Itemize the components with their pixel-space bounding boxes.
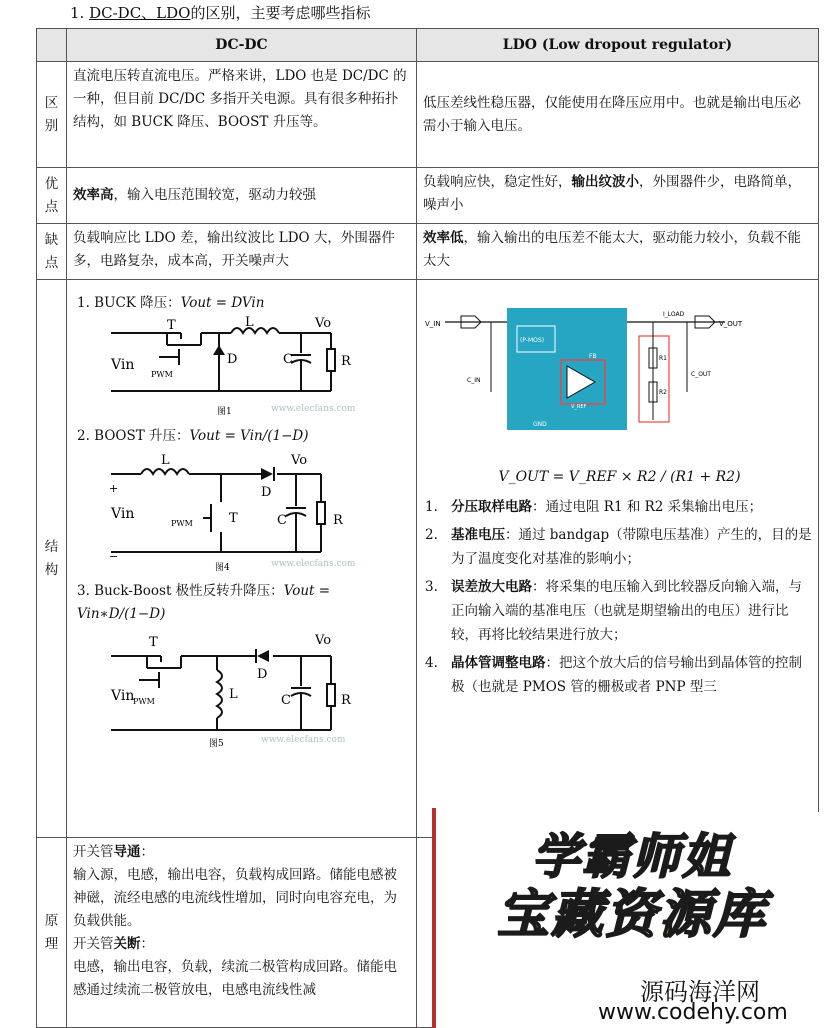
ldo-block-diagram [425, 302, 745, 452]
svg-text:+: + [109, 482, 119, 495]
cell-dcdc: 负载响应比 LDO 差，输出纹波比 LDO 大，外围器件多，电路复杂，成本高，开关噪声大 [67, 224, 417, 280]
svg-text:R2: R2 [659, 389, 667, 396]
ldo-formula: V_OUT = V_REF × R2 / (R1 + R2) [498, 469, 741, 485]
svg-text:D: D [227, 352, 238, 367]
buckboost-title: 3. Buck-Boost 极性反转升降压：Vout = Vin∗D/(1−D) [77, 583, 331, 622]
row-label: 结 构 [37, 280, 67, 838]
buck-circuit-diagram [111, 315, 361, 417]
ldo-block-list [425, 495, 814, 699]
section-heading [70, 2, 370, 23]
svg-text:L: L [161, 453, 170, 468]
svg-text:(P-MOS): (P-MOS) [520, 337, 545, 344]
svg-text:R: R [341, 693, 351, 708]
svg-text:www.elecfans.com: www.elecfans.com [271, 404, 356, 414]
svg-text:Vo: Vo [315, 633, 332, 648]
svg-text:www.elecfans.com: www.elecfans.com [261, 735, 346, 745]
svg-text:Vo: Vo [291, 453, 308, 468]
svg-text:V_IN: V_IN [425, 320, 441, 328]
table-header-row [37, 29, 819, 62]
svg-text:图5: 图5 [209, 739, 224, 749]
table-row-structure [37, 280, 819, 838]
site-url: www.codehy.com [598, 1000, 788, 1025]
svg-text:D: D [257, 667, 268, 682]
svg-text:V_OUT: V_OUT [719, 320, 743, 328]
list-item: 3. 误差放大电路：将采集的电压输入到比较器反向输入端，与正向输入端的基准电压（也就是期望输出的电压）进行比较，再将比较结果进行放大； [425, 579, 802, 643]
svg-text:−: − [109, 550, 119, 563]
list-item: 4. 晶体管调整电路：把这个放大后的信号输出到晶体管的控制极（也就是 PMOS 管的栅极或者 PNP 型三 [425, 655, 802, 695]
svg-text:www.elecfans.com: www.elecfans.com [271, 559, 356, 569]
buck-title: 1. BUCK 降压：Vout = DVin [77, 295, 265, 311]
header-dcdc: DC-DC [67, 29, 417, 62]
cell-dcdc: 直流电压转直流电压。严格来讲，LDO 也是 DC/DC 的一种，但目前 DC/DC 多指开关电源。具有很多种拓扑结构，如 BUCK 降压、BOOST 升压等。 [67, 62, 417, 168]
svg-text:I_LOAD: I_LOAD [663, 311, 685, 318]
table-row [37, 224, 819, 280]
list-item: 2. 基准电压：通过 bandgap（带隙电压基准）产生的，目的是为了温度变化对基准的影响小； [425, 527, 812, 567]
cell-dcdc-structure [67, 280, 417, 838]
cell-ldo-structure [417, 280, 819, 838]
table-row [37, 168, 819, 224]
svg-text:FB: FB [589, 353, 597, 360]
heading-underlined: DC-DC、LDO [89, 4, 191, 22]
boost-circuit-diagram [111, 452, 361, 572]
svg-text:T: T [149, 635, 158, 650]
promo-line-2: 宝藏资源库 [496, 885, 767, 945]
svg-text:PWM: PWM [151, 370, 173, 379]
svg-text:R1: R1 [659, 355, 667, 362]
svg-text:V_REF: V_REF [571, 404, 587, 410]
switch-off-text: 电感，输出电容，负载，续流二极管构成回路。储能电感通过续流二极管放电，电感电流线性减 [73, 959, 397, 998]
svg-text:Vo: Vo [315, 316, 332, 331]
cell-dcdc: 效率高，输入电压范围较宽，驱动力较强 [67, 168, 417, 224]
row-label: 原 理 [37, 838, 67, 1028]
header-ldo: LDO (Low dropout regulator) [417, 29, 819, 62]
heading-rest: 的区别，主要考虑哪些指标 [190, 4, 371, 22]
buckboost-circuit-diagram [111, 630, 361, 748]
cell-dcdc-principle [67, 838, 417, 1028]
svg-text:Vin: Vin [111, 688, 135, 704]
svg-text:R: R [333, 513, 343, 528]
svg-text:R: R [341, 354, 351, 369]
svg-text:L: L [245, 315, 254, 330]
cell-ldo: 效率低，输入输出的电压差不能太大，驱动能力较小，负载不能太大 [417, 224, 819, 280]
header-blank [37, 29, 67, 62]
switch-on-text: 输入源，电感，输出电容，负载构成回路。储能电感被神磁，流经电感的电流线性增加，同时向电容充电，为负载供能。 [73, 867, 397, 929]
list-item: 1. 分压取样电路：通过电阻 R1 和 R2 采集输出电压； [425, 499, 763, 515]
row-label: 缺 点 [37, 224, 67, 280]
svg-text:D: D [261, 485, 272, 500]
boost-title: 2. BOOST 升压：Vout = Vin/(1−D) [77, 428, 309, 444]
svg-text:C: C [283, 352, 293, 367]
svg-text:Vin: Vin [111, 357, 135, 373]
cell-ldo: 负载响应快，稳定性好，输出纹波小，外围器件少，电路简单，噪声小 [417, 168, 819, 224]
promo-line-1: 学霸师姐 [531, 829, 732, 885]
site-name: 源码海洋网 [640, 978, 760, 1006]
svg-text:C_IN: C_IN [467, 377, 481, 384]
svg-text:L: L [229, 687, 238, 702]
svg-text:T: T [229, 511, 238, 526]
label-t: T [167, 318, 176, 333]
svg-text:GND: GND [533, 421, 547, 428]
switch-off-title: 开关管关断： [73, 936, 154, 952]
row-label: 区 别 [37, 62, 67, 168]
svg-text:PWM: PWM [133, 697, 155, 706]
svg-text:C: C [277, 513, 287, 528]
heading-number: 1. [70, 4, 85, 22]
switch-on-title: 开关管导通： [73, 844, 154, 860]
svg-text:PWM: PWM [171, 519, 193, 528]
svg-text:图4: 图4 [215, 563, 230, 573]
svg-text:C: C [281, 693, 291, 708]
cell-ldo: 低压差线性稳压器，仅能使用在降压应用中。也就是输出电压必需小于输入电压。 [417, 62, 819, 168]
svg-text:Vin: Vin [111, 506, 135, 522]
svg-text:C_OUT: C_OUT [691, 371, 711, 378]
svg-text:图1: 图1 [217, 407, 232, 417]
table-row [37, 62, 819, 168]
row-label: 优 点 [37, 168, 67, 224]
